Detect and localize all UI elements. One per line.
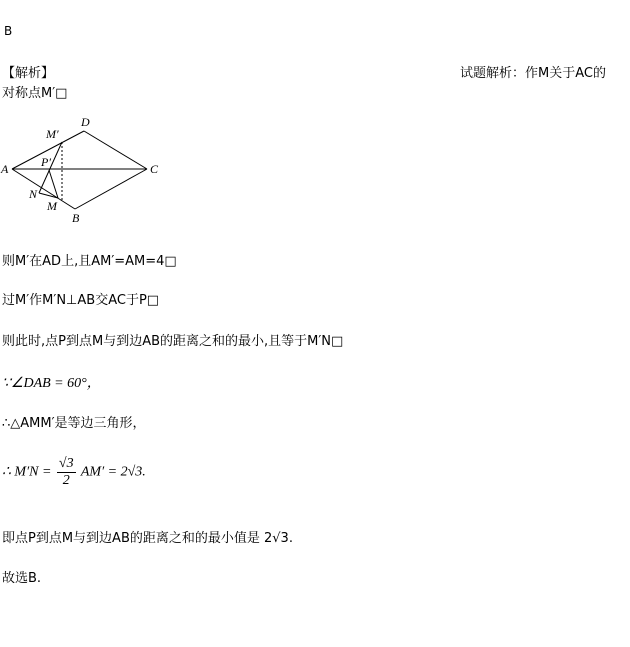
analysis-line-7 [2,456,146,489]
analysis-line-3: 过M′作M′N⊥AB交AC于P□ [2,293,160,308]
edge-DC [84,131,147,169]
label-Pprime: P′ [41,155,51,169]
analysis-line-5: ∵∠DAB = 60°， [2,376,101,391]
label-Mprime: M′ [46,127,59,141]
geometry-figure [0,112,180,227]
fraction-numerator: √3 [58,456,74,471]
fraction-denominator: 2 [62,473,70,488]
analysis-line-1: 对称点M′□ [2,86,68,101]
line7-prefix: ∴ M′N = [2,464,52,480]
edge-CB [75,169,147,209]
label-D: D [81,115,90,129]
analysis-title: 试题解析：作M关于AC的 [460,66,606,81]
segment-NM [39,193,58,198]
analysis-line-6: ∴△AMM′是等边三角形， [2,416,146,431]
analysis-line-9: 故选B. [2,571,42,586]
label-N: N [29,187,38,201]
label-C: C [150,162,159,176]
label-M: M [47,199,57,213]
analysis-line-4: 则此时,点P到点M与到边AB的距离之和的最小,且等于M′N□ [2,334,344,349]
edge-BA [12,169,75,209]
analysis-label: 【解析】 [2,66,55,81]
answer-letter: B [4,24,13,38]
line7-suffix: AM′ = 2√3. [80,464,146,480]
fraction-sqrt3-over-2 [57,456,76,489]
label-B: B [72,211,80,225]
label-A: A [1,162,9,176]
analysis-line-8: 即点P到点M与到边AB的距离之和的最小值是 2√3. [2,531,293,546]
analysis-line-2: 则M′在AD上,且AM′=AM=4□ [2,254,177,269]
